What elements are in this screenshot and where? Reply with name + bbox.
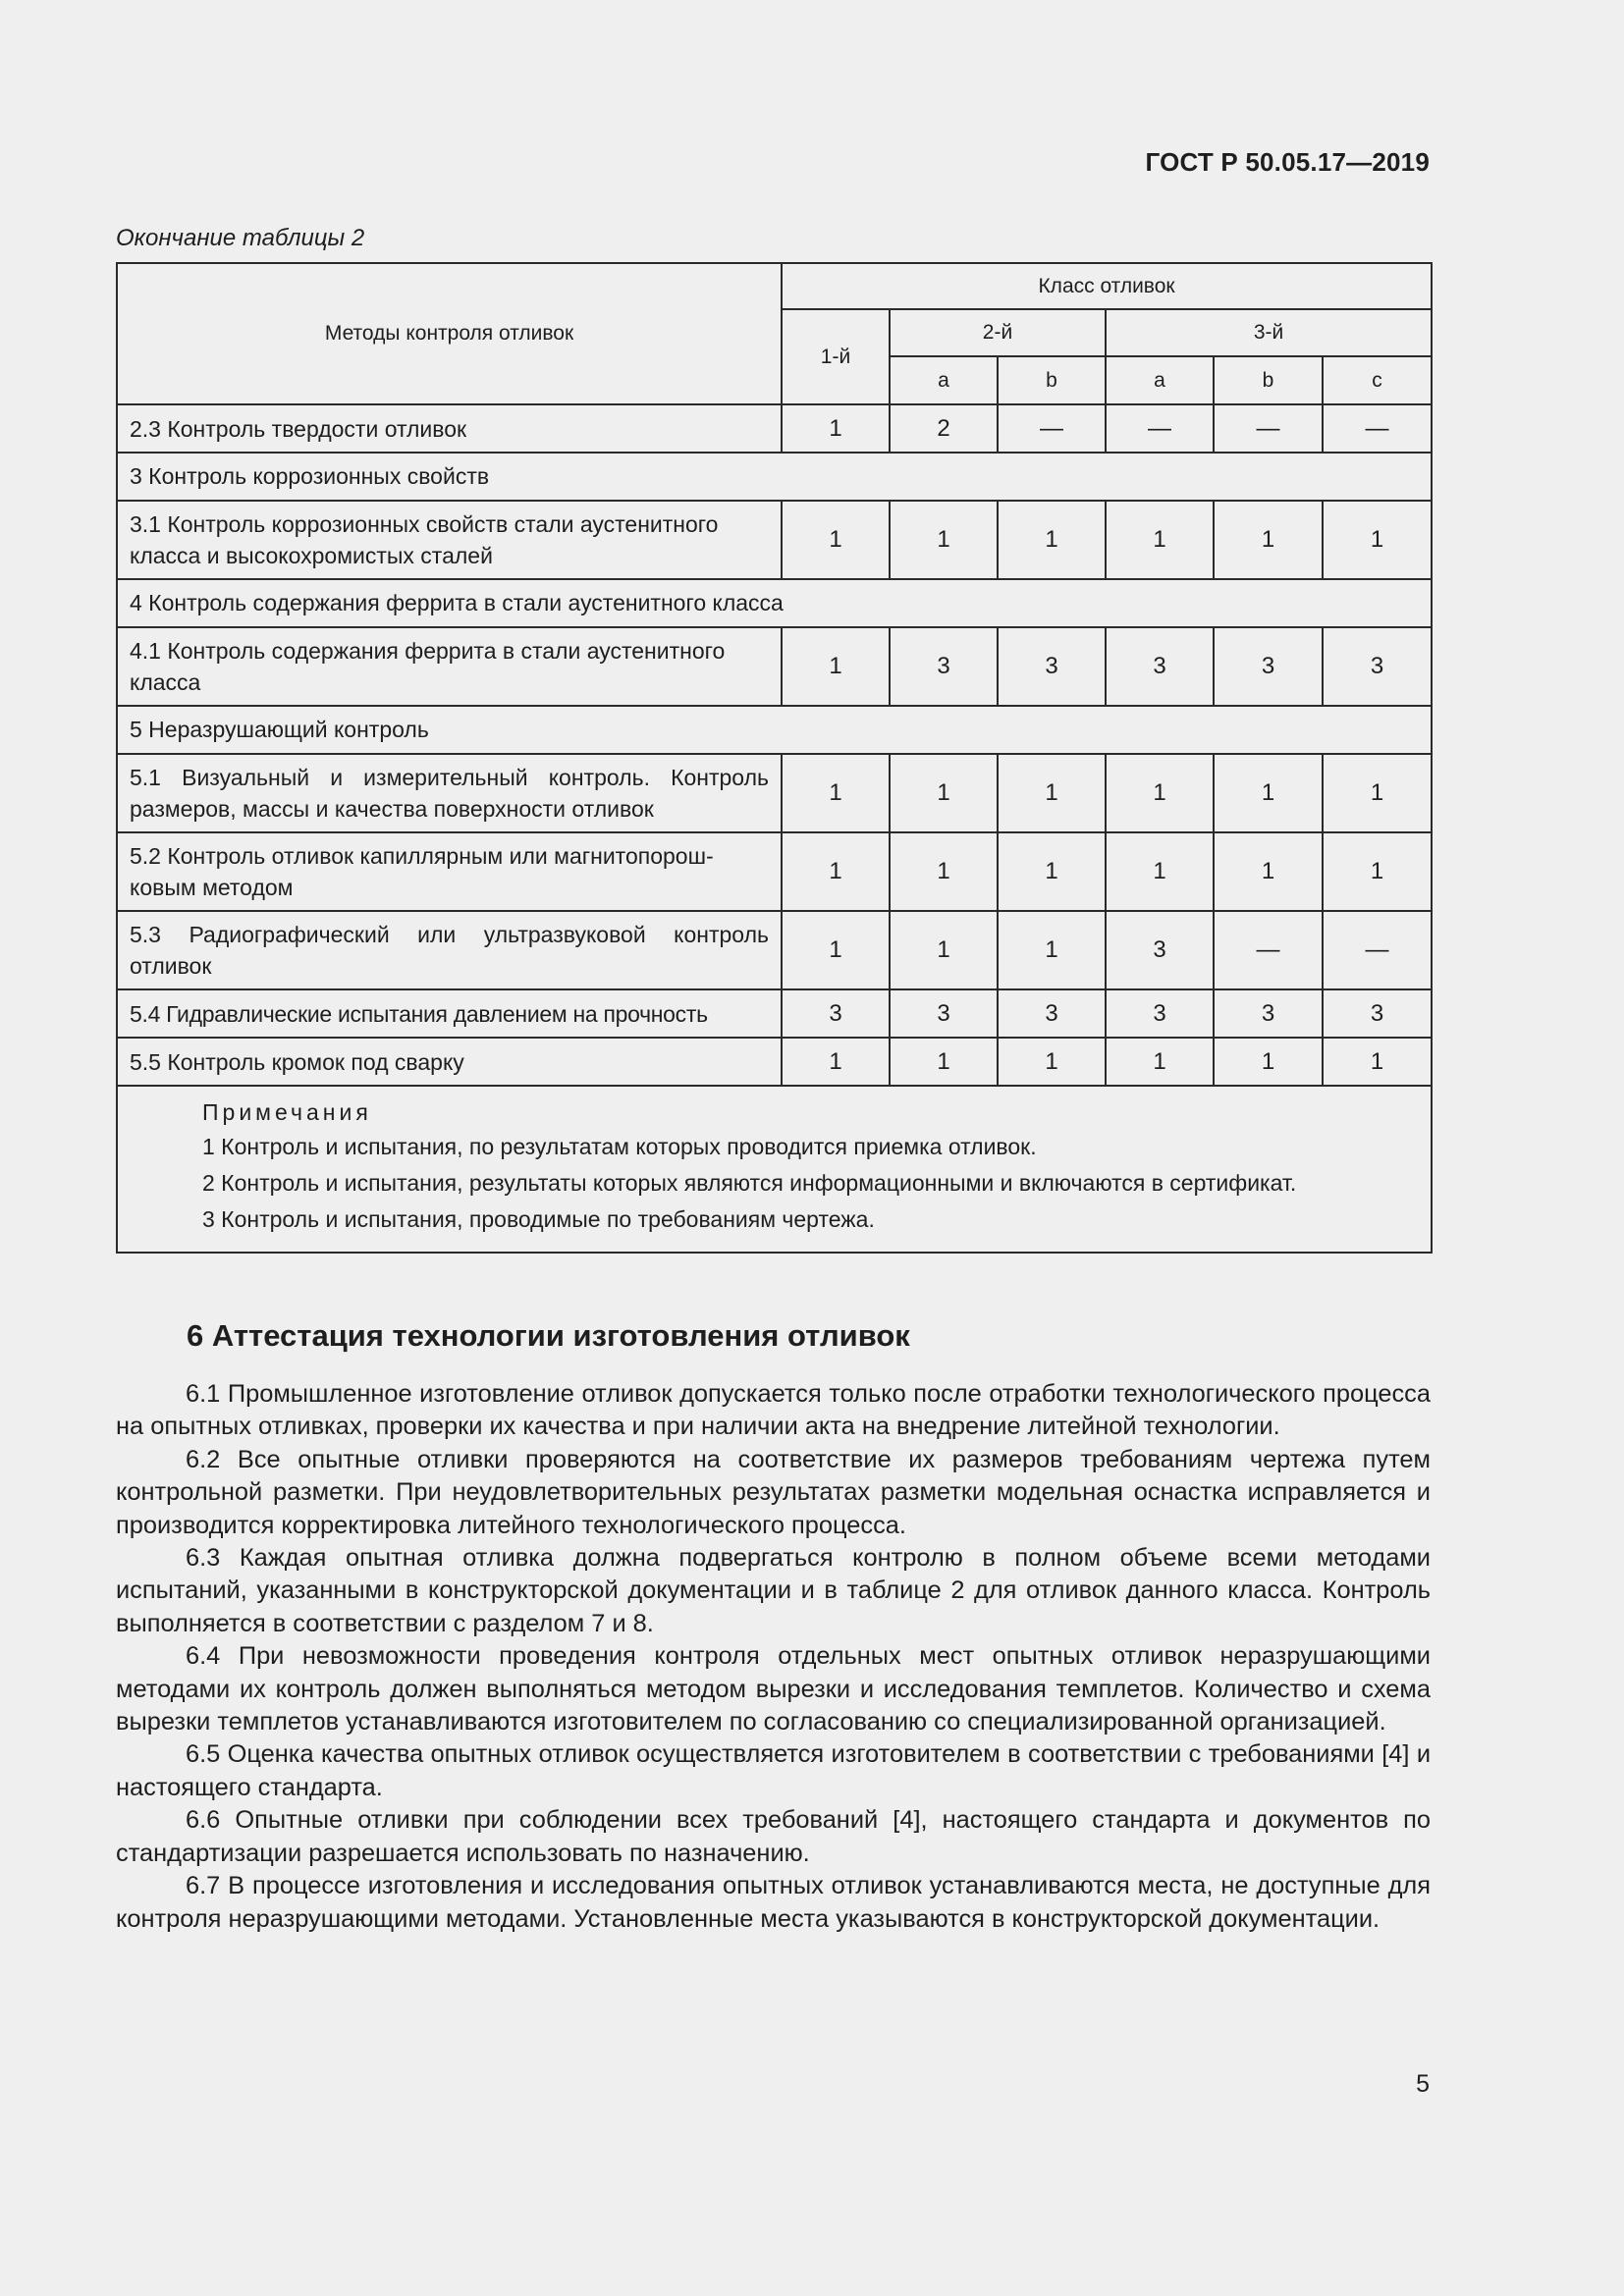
method-label: 4.1 Контроль содержания феррита в стали аустенитного класса: [117, 627, 782, 706]
class-3c-header: c: [1323, 356, 1432, 404]
table-cell: 3: [1323, 627, 1432, 706]
table-cell: 1: [1323, 832, 1432, 911]
method-label: 5.5 Контроль кромок под сварку: [117, 1038, 782, 1086]
table-cell: 1: [1106, 754, 1214, 832]
table-cell: 1: [782, 501, 890, 579]
table-row: [117, 404, 1432, 453]
class-2b-header: b: [998, 356, 1106, 404]
table-cell: 3: [1106, 627, 1214, 706]
table-cell: 3: [890, 627, 998, 706]
class-header: Класс отливок: [782, 263, 1432, 309]
table-cell: 3: [782, 989, 890, 1038]
method-label: 5.3 Радиографический или ультразвуковой контроль отливок: [117, 911, 782, 989]
table-cell: 3: [1106, 911, 1214, 989]
table-cell: 3: [1214, 627, 1323, 706]
notes-title: Примечания: [202, 1099, 372, 1125]
methods-header: Методы контроля отливок: [117, 263, 782, 404]
table-cell: 1: [1214, 501, 1323, 579]
table-cell: 1: [782, 404, 890, 453]
table-cell: 1: [890, 911, 998, 989]
method-label: 3.1 Контроль коррозионных свойств стали аустенитного класса и высокохромистых сталей: [117, 501, 782, 579]
method-label: 2.3 Контроль твердости отливок: [117, 404, 782, 453]
table-notes: [117, 1086, 1432, 1253]
paragraph: 6.6 Опытные отливки при соблюдении всех требований [4], настоящего стандарта и документов по стандартизации разрешается использовать по назначению.: [116, 1806, 1431, 1867]
table-cell: 1: [998, 501, 1106, 579]
class-2-header: 2-й: [890, 309, 1106, 356]
page-number: 5: [1416, 2070, 1430, 2098]
paragraph: 6.4 При невозможности проведения контроля отдельных мест опытных отливок неразрушающими методами их контроль должен выполняться методом вырезки и исследования темплетов. Количество и схема вырезки темплетов устанавливаются изготовителем по согласованию со специализированной организацией.: [116, 1642, 1431, 1736]
table-row: [117, 627, 1432, 706]
table-cell: 3: [890, 989, 998, 1038]
section-title: 6 Аттестация технологии изготовления отливок: [187, 1318, 910, 1353]
document-code: ГОСТ Р 50.05.17—2019: [1145, 147, 1430, 177]
table-cell: 1: [1106, 1038, 1214, 1086]
table-cell: 1: [782, 627, 890, 706]
table-caption: Окончание таблицы 2: [116, 225, 365, 251]
table-cell: 3: [1214, 989, 1323, 1038]
section-label: 5 Неразрушающий контроль: [117, 706, 1432, 754]
table-cell: 1: [998, 754, 1106, 832]
table-section-row: [117, 453, 1432, 501]
paragraph: 6.5 Оценка качества опытных отливок осуществляется изготовителем в соответствии с требованиями [4] и настоящего стандарта.: [116, 1740, 1431, 1801]
notes-row: [117, 1086, 1432, 1253]
table-row: [117, 911, 1432, 989]
paragraph: 6.1 Промышленное изготовление отливок допускается только после отработки технологического процесса на опытных отливках, проверки их качества и при наличии акта на внедрение литейной технологии.: [116, 1380, 1431, 1441]
class-3b-header: b: [1214, 356, 1323, 404]
table-cell: 1: [1106, 832, 1214, 911]
note-item: 1 Контроль и испытания, по результатам которых проводится приемка отливок.: [202, 1134, 1037, 1159]
table-cell: 1: [890, 754, 998, 832]
table-cell: 1: [1214, 754, 1323, 832]
table-cell: 1: [782, 832, 890, 911]
table-row: [117, 754, 1432, 832]
table-cell: 1: [998, 911, 1106, 989]
class-1-header: 1-й: [782, 309, 890, 404]
paragraph: 6.7 В процессе изготовления и исследования опытных отливок устанавливаются места, не доступные для контроля неразрушающими методами. Установленные места указываются в конструкторской документации.: [116, 1872, 1431, 1933]
section-body: [116, 1378, 1431, 1936]
table-cell: 1: [1214, 1038, 1323, 1086]
table-cell: 3: [998, 989, 1106, 1038]
table-cell: 3: [1106, 989, 1214, 1038]
table-cell: 1: [1323, 1038, 1432, 1086]
table-cell: —: [1214, 911, 1323, 989]
section-label: 3 Контроль коррозионных свойств: [117, 453, 1432, 501]
table-cell: 3: [998, 627, 1106, 706]
table-cell: 1: [782, 1038, 890, 1086]
section-label: 4 Контроль содержания феррита в стали аустенитного класса: [117, 579, 1432, 627]
castings-control-table: [116, 262, 1433, 1254]
table-cell: 1: [1323, 754, 1432, 832]
table-row: [117, 832, 1432, 911]
method-label: 5.2 Контроль отливок капиллярным или магнитопорош-ковым методом: [117, 832, 782, 911]
table-cell: —: [1106, 404, 1214, 453]
table-cell: 1: [890, 501, 998, 579]
table-cell: 1: [1214, 832, 1323, 911]
table-section-row: [117, 579, 1432, 627]
table-cell: 1: [1106, 501, 1214, 579]
table-cell: —: [1214, 404, 1323, 453]
table-cell: 1: [890, 832, 998, 911]
paragraph: 6.2 Все опытные отливки проверяются на соответствие их размеров требованиям чертежа путем контрольной разметки. При неудовлетворительных результатах разметки модельная оснастка исправляется и производится корректировка литейного технологического процесса.: [116, 1445, 1431, 1539]
table-cell: —: [1323, 911, 1432, 989]
paragraph: 6.3 Каждая опытная отливка должна подвергаться контролю в полном объеме всеми методами испытаний, указанными в конструкторской документации и в таблице 2 для отливок данного класса. Контроль выполняется в соответствии с разделом 7 и 8.: [116, 1544, 1431, 1637]
table-row: [117, 989, 1432, 1038]
method-label: 5.4 Гидравлические испытания давлением на прочность: [117, 989, 782, 1038]
class-3-header: 3-й: [1106, 309, 1432, 356]
table-cell: 1: [998, 832, 1106, 911]
method-label: 5.1 Визуальный и измерительный контроль. Контроль размеров, массы и качества поверхности отливок: [117, 754, 782, 832]
class-3a-header: a: [1106, 356, 1214, 404]
table-cell: 2: [890, 404, 998, 453]
table-cell: —: [1323, 404, 1432, 453]
class-2a-header: a: [890, 356, 998, 404]
note-item: 3 Контроль и испытания, проводимые по требованиям чертежа.: [202, 1206, 875, 1232]
table-cell: 1: [782, 911, 890, 989]
table-cell: 1: [782, 754, 890, 832]
table-row: [117, 1038, 1432, 1086]
table-row: [117, 501, 1432, 579]
table-cell: —: [998, 404, 1106, 453]
table-cell: 1: [890, 1038, 998, 1086]
table-cell: 1: [1323, 501, 1432, 579]
table-section-row: [117, 706, 1432, 754]
table-cell: 3: [1323, 989, 1432, 1038]
table-cell: 1: [998, 1038, 1106, 1086]
note-item: 2 Контроль и испытания, результаты которых являются информационными и включаются в сертификат.: [202, 1170, 1297, 1196]
